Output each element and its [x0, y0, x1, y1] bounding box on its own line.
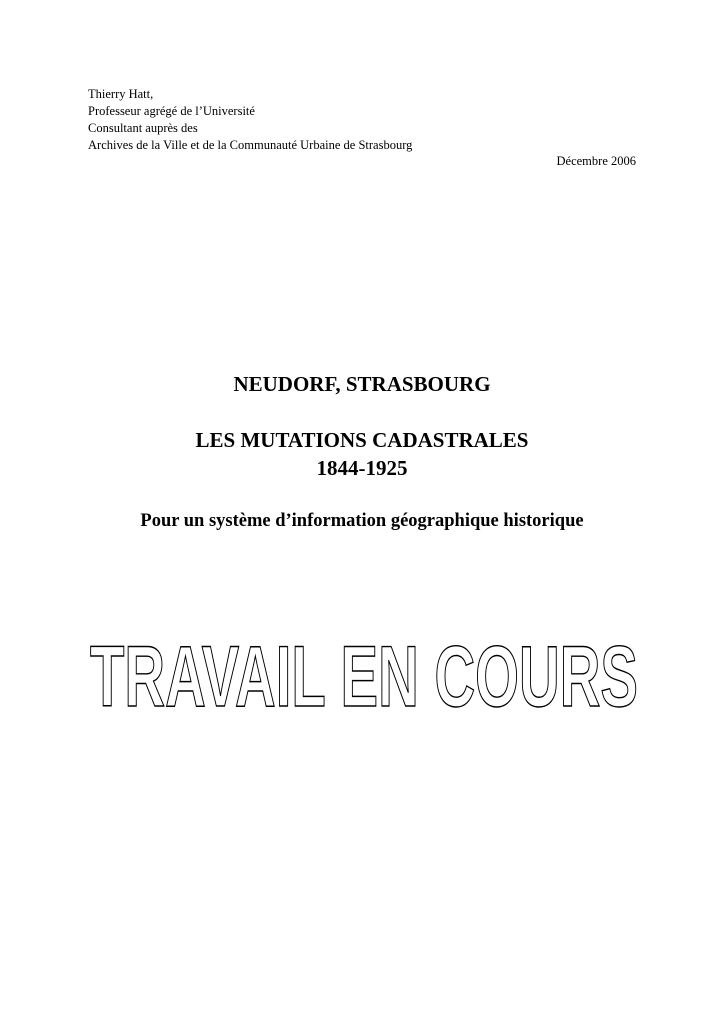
author-institution: Archives de la Ville et de la Communauté Urbaine de Strasbourg — [88, 138, 413, 152]
work-in-progress-stamp — [86, 628, 642, 714]
period-title: 1844-1925 — [316, 456, 408, 480]
author-role: Consultant auprès des — [88, 121, 198, 135]
author-title: Professeur agrégé de l’Université — [88, 104, 255, 118]
place-title: NEUDORF, STRASBOURG — [233, 372, 491, 396]
stamp-text: TRAVAIL EN COURS — [90, 629, 638, 714]
main-title: LES MUTATIONS CADASTRALES — [195, 428, 529, 452]
subtitle: Pour un système d’information géographique historique — [140, 511, 584, 531]
document-date: Décembre 2006 — [556, 154, 636, 168]
author-name: Thierry Hatt, — [88, 87, 154, 101]
author-block — [88, 86, 412, 154]
